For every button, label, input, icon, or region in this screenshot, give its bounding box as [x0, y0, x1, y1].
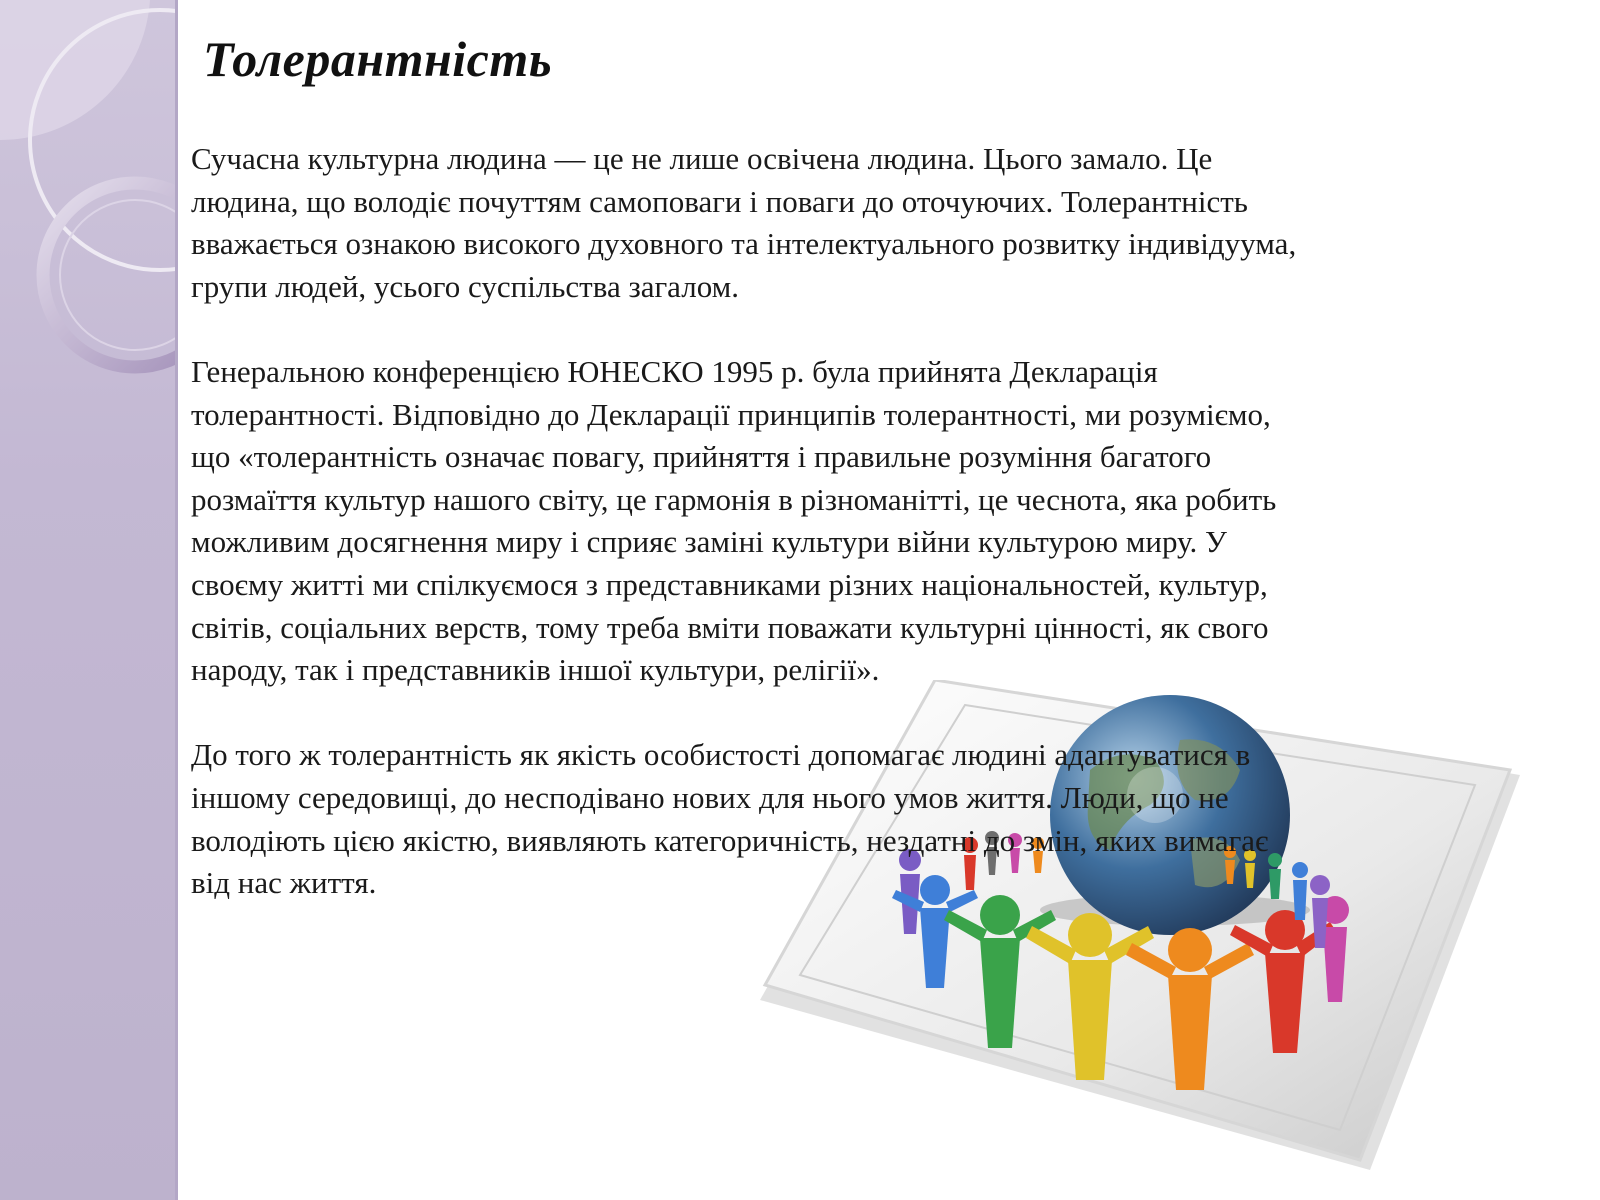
paragraph-1: Сучасна культурна людина — це не лише освічена людина. Цього замало. Це людина, що володіє почуттям самоповаги і поваги до оточуючих. Толерантність вважається ознакою високого духовного та інтелектуального розвитку індивідуума, групи людей, усього суспільства загалом. [191, 141, 1297, 304]
ring-inner [60, 200, 178, 350]
corner-shape [0, 0, 150, 140]
paragraph-3: До того ж толерантність як якість особистості допомагає людині адаптуватися в іншому середовищі, до несподівано нових для нього умов життя. Люди, що не володіють цією якістю, виявляють категоричність, нездатні до змін, яких вимагає від нас життя. [191, 737, 1269, 901]
paragraph-2: Генеральною конференцією ЮНЕСКО 1995 р. була прийнята Декларація толерантності. Відповідно до Декларації принципів толерантності, ми розуміємо, що «толерантність означає повагу, прийняття і правильне розуміння багатого розмаїття культур нашого світу, це гармонія в різноманітті, це чеснота, яка робить можливим досягнення миру і сприяє заміні культури війни культурою миру. У своєму житті ми спілкуємося з представниками різних національностей, культур, світів, соціальних верств, тому треба вміти поважати культурні цінності, як свого народу, так і представників іншої культури, релігії». [191, 353, 1277, 688]
slide-body [191, 138, 1556, 947]
decorative-rings [0, 0, 178, 1200]
band-edge [175, 0, 178, 1200]
left-decor-band [0, 0, 178, 1200]
ring-medium [43, 183, 178, 367]
slide-title: Толерантність [203, 31, 553, 87]
